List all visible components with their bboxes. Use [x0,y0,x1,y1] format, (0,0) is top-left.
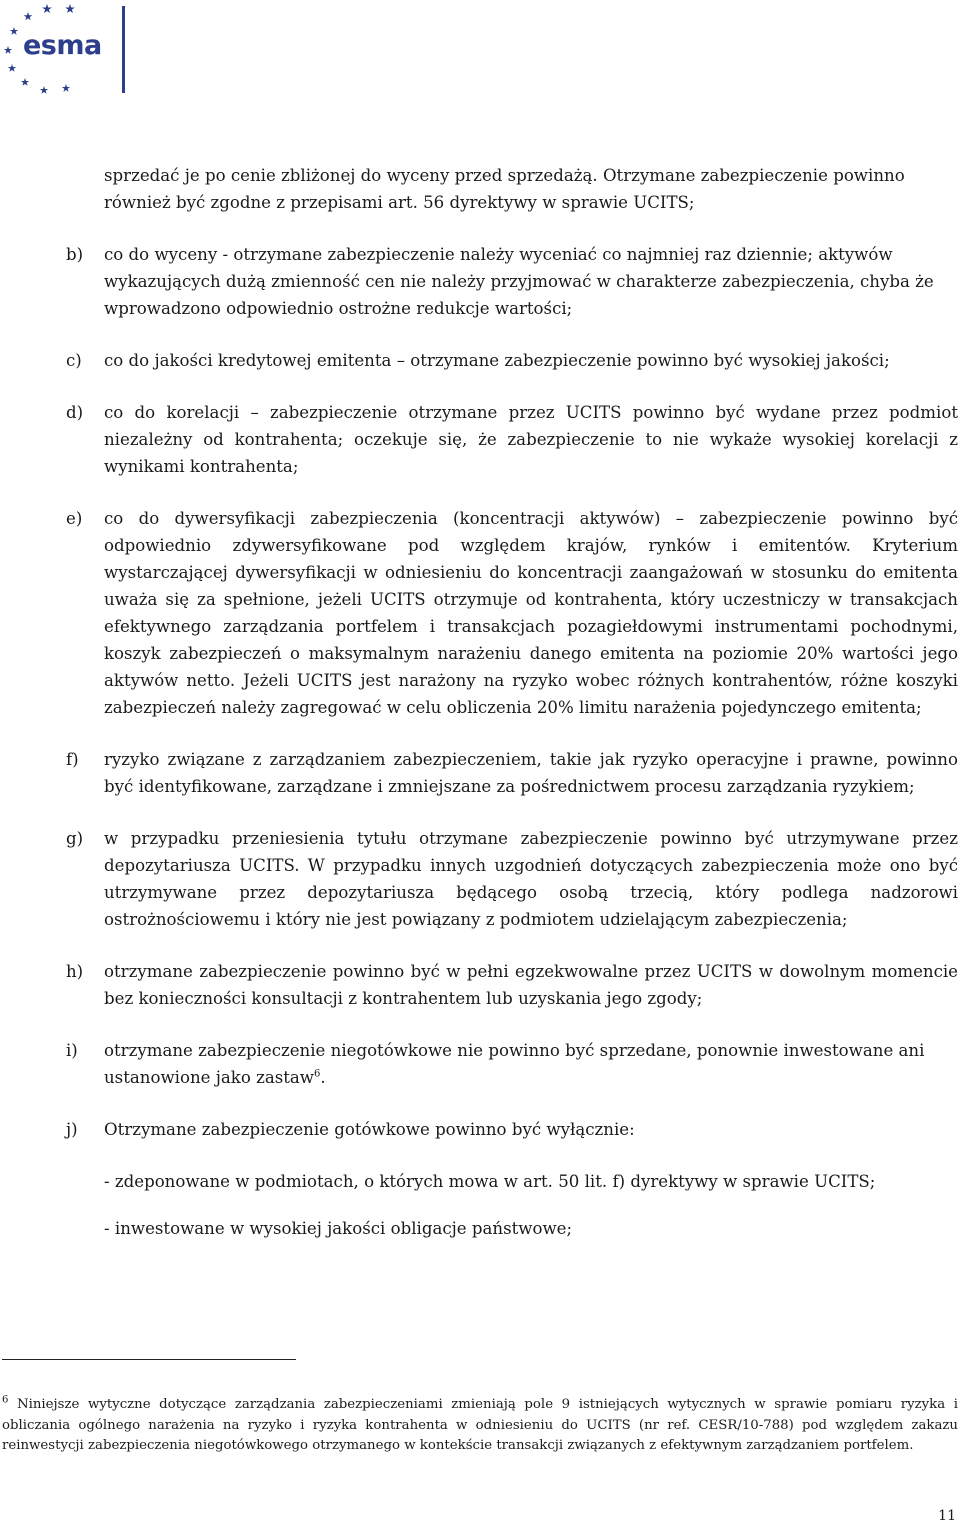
logo-wordmark: esma [23,30,102,61]
item-text [104,1037,958,1091]
list-item [66,347,958,374]
header-divider [122,6,125,93]
footnote-number: 6 [2,1394,9,1406]
item-text: otrzymane zabezpieczenie powinno być w pełni egzekwowalne przez UCITS w dowolnym momencie bez konieczności konsultacji z kontrahentem lub uzyskania jego zgody; [104,962,958,1008]
item-text: Otrzymane zabezpieczenie gotówkowe powinno być wyłącznie: [104,1120,635,1139]
item-label: h) [66,962,84,981]
item-i-end: . [320,1068,326,1087]
intro-paragraph: sprzedać je po cenie zbliżonej do wyceny przed sprzedażą. Otrzymane zabezpieczenie powinno również być zgodne z przepisami art. 56 dyrektywy w sprawie UCITS; [104,166,905,212]
item-label: f) [66,750,79,769]
list-item [66,399,958,480]
item-text: co do wyceny - otrzymane zabezpieczenie należy wyceniać co najmniej raz dziennie; aktywów wykazujących dużą zmienność cen nie należy przyjmować w charakterze zabezpieczenia, chyba że wprowadzono odpowiednio ostrożne redukcje wartości; [104,245,934,318]
item-label: c) [66,351,82,370]
list-item-j [66,1116,958,1143]
footnote-ref[interactable]: 6 [314,1068,321,1080]
item-text: ryzyko związane z zarządzaniem zabezpieczeniem, takie jak ryzyko operacyjne i prawne, powinno być identyfikowane, zarządzane i zmniejszane za pośrednictwem procesu zarządzania ryzykiem; [104,750,958,796]
list-item-i [66,1037,958,1091]
document-body [66,162,958,1262]
item-label: d) [66,403,84,422]
page-number: 11 [938,1508,956,1524]
item-label: j) [66,1120,78,1139]
sub-item: - zdeponowane w podmiotach, o których mowa w art. 50 lit. f) dyrektywy w sprawie UCITS; [104,1172,876,1191]
item-i-text: otrzymane zabezpieczenie niegotówkowe nie powinno być sprzedane, ponownie inwestowane ani ustanowione jako zastaw [104,1041,925,1087]
item-label: g) [66,829,84,848]
list-item [66,825,958,933]
list-item [66,241,958,322]
list-item [66,958,958,1012]
item-label: e) [66,509,83,528]
footnote [2,1395,958,1457]
item-label: i) [66,1041,78,1060]
item-label: b) [66,245,84,264]
item-text: co do jakości kredytowej emitenta – otrzymane zabezpieczenie powinno być wysokiej jakości; [104,351,890,370]
sub-item: - inwestowane w wysokiej jakości obligacje państwowe; [104,1219,573,1238]
esma-logo [0,0,135,100]
item-text: co do dywersyfikacji zabezpieczenia (koncentracji aktywów) – zabezpieczenie powinno być odpowiednio zdywersyfikowane pod względem krajów, rynków i emitentów. Kryterium wystarczającej dywersyfikacji w odniesieniu do koncentracji zaangażowań w stosunku do emitenta uważa się za spełnione, jeżeli UCITS otrzymuje od kontrahenta, który uczestniczy w transakcjach efektywnego zarządzania portfelem i transakcjach pozagiełdowymi instrumentami pochodnymi, koszyk zabezpieczeń o maksymalnym narażeniu danego emitenta na poziomie 20% wartości jego aktywów netto. Jeżeli UCITS jest narażony na ryzyko wobec różnych kontrahentów, różne koszyki zabezpieczeń należy zagregować w celu obliczenia 20% limitu narażenia pojedynczego emitenta; [104,509,958,717]
list-item [66,746,958,800]
footnote-divider [2,1359,296,1360]
footnote-text: Niniejsze wytyczne dotyczące zarządzania zabezpieczeniami zmieniają pole 9 istniejących wytycznych w sprawie pomiaru ryzyka i obliczania ogólnego narażenia na ryzyko i ryzyka kontrahenta w odniesieniu do UCITS (nr ref. CESR/10-788) pod względem zakazu reinwestycji zabezpieczenia niegotówkowego otrzymanego w kontekście transakcji związanych z efektywnym zarządzaniem portfelem. [2,1397,958,1453]
item-text: co do korelacji – zabezpieczenie otrzymane przez UCITS powinno być wydane przez podmiot niezależny od kontrahenta; oczekuje się, że zabezpieczenie to nie wykaże wysokiej korelacji z wynikami kontrahenta; [104,403,958,476]
item-text: w przypadku przeniesienia tytułu otrzymane zabezpieczenie powinno być utrzymywane przez depozytariusza UCITS. W przypadku innych uzgodnień dotyczących zabezpieczenia może ono być utrzymywane przez depozytariusza będącego osobą trzecią, który podlega nadzorowi ostrożnościowemu i który nie jest powiązany z podmiotem udzielającym zabezpieczenia; [104,829,958,929]
list-item [66,505,958,721]
